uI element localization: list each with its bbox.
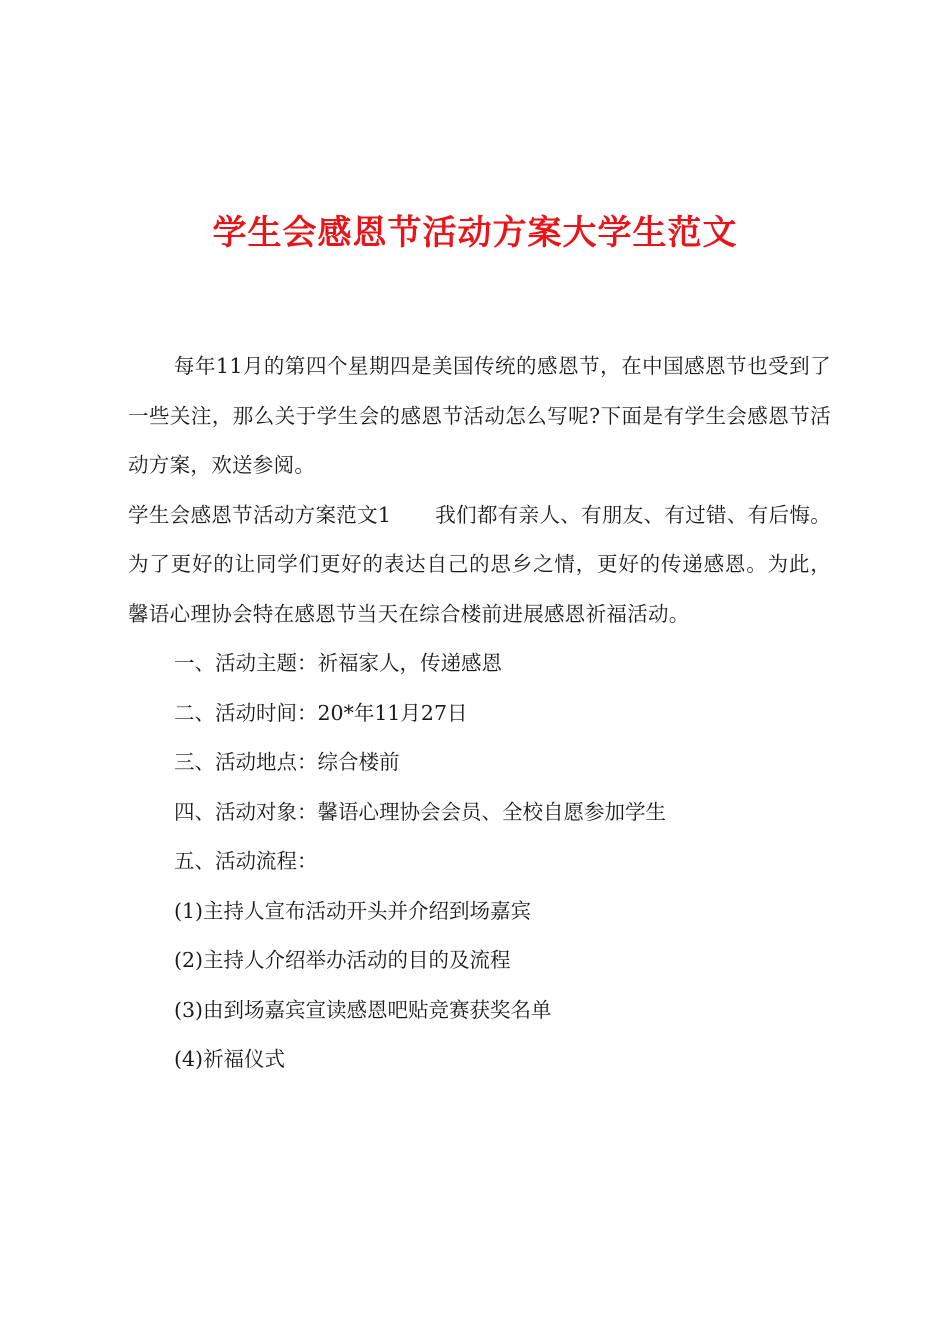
list-item-step-1: (1)主持人宣布活动开头并介绍到场嘉宾: [174, 898, 532, 923]
section-paragraph: [128, 491, 831, 640]
list-item-location: 三、活动地点：综合楼前: [174, 750, 400, 774]
document-title: 学生会感恩节活动方案大学生范文: [212, 213, 738, 253]
list-item-time: 二、活动时间：20*年11月27日: [174, 700, 468, 725]
list-item-theme: 一、活动主题：祈福家人，传递感恩: [174, 651, 502, 675]
list-item-process: 五、活动流程：: [174, 849, 318, 873]
intro-paragraph: 每年11月的第四个星期四是美国传统的感恩节，在中国感恩节也受到了一些关注，那么关于学生会的感恩节活动怎么写呢?下面是有学生会感恩节活动方案，欢送参阅。: [128, 354, 831, 477]
list-item-step-4: (4)祈福仪式: [174, 1047, 286, 1071]
section-heading: 学生会感恩节活动方案范文1: [128, 502, 392, 527]
list-item-audience: 四、活动对象：馨语心理协会会员、全校自愿参加学生: [174, 799, 666, 824]
document-body: [128, 342, 831, 1085]
list-item-step-2: (2)主持人介绍举办活动的目的及流程: [174, 948, 511, 972]
list-item-step-3: (3)由到场嘉宾宣读感恩吧贴竞赛获奖名单: [174, 997, 552, 1022]
section-body: 我们都有亲人、有朋友、有过错、有后悔。为了更好的让同学们更好的表达自己的思乡之情，更好的传递感恩。为此，馨语心理协会特在感恩节当天在综合楼前进展感恩祈福活动。: [128, 502, 831, 626]
